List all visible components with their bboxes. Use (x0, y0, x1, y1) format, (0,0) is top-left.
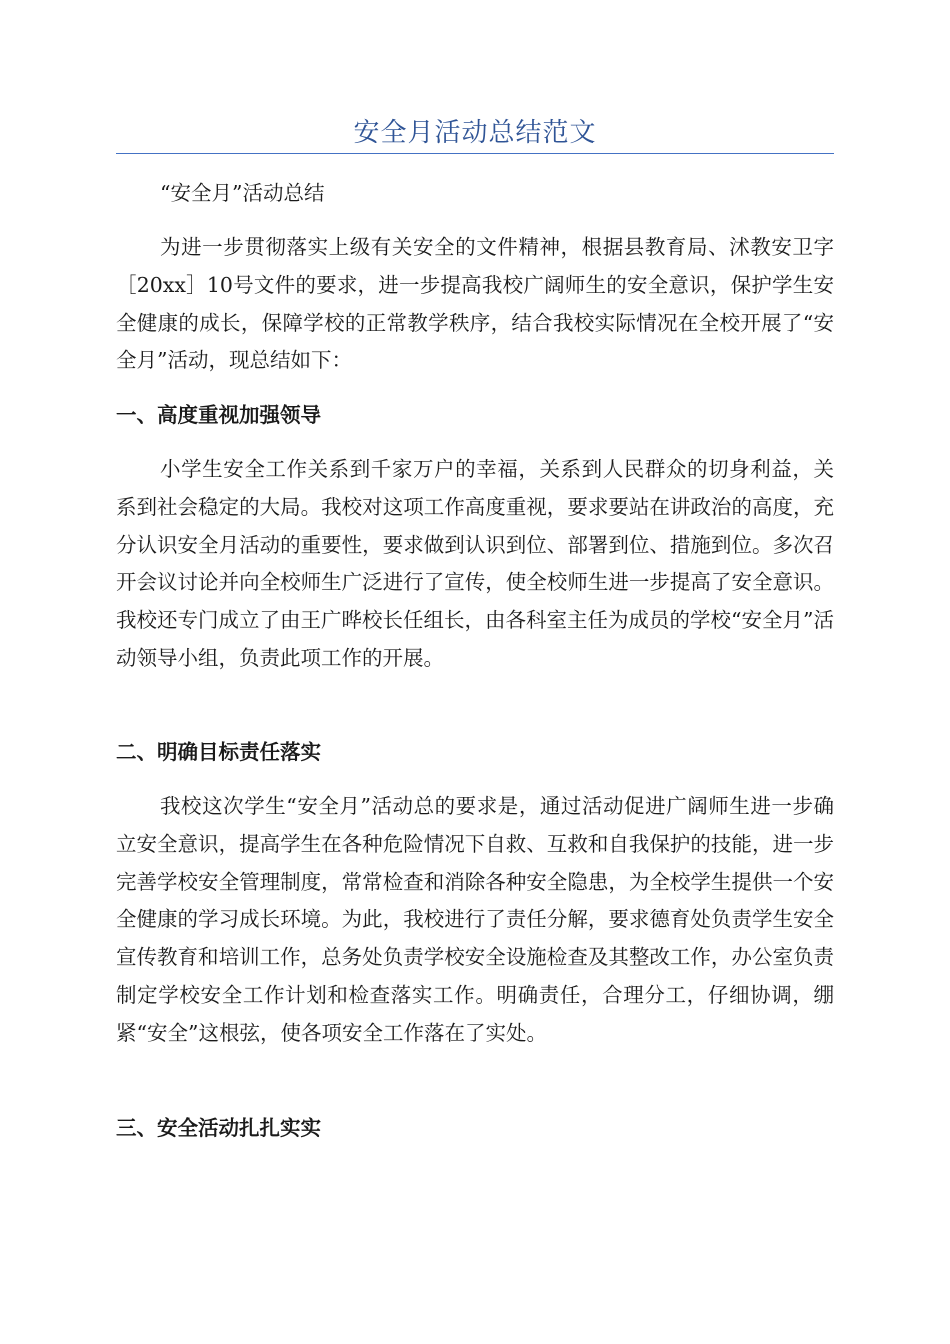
section-2-heading: 二、明确目标责任落实 (116, 740, 321, 764)
section-1-heading: 一、高度重视加强领导 (116, 403, 321, 427)
intro-paragraph: 为进一步贯彻落实上级有关安全的文件精神，根据县教育局、沭教安卫字［20xx］10号文件的要求，进一步提高我校广阔师生的安全意识，保护学生安全健康的成长，保障学校的正常教学秩序，结合我校实际情况在全校开展了“安全月”活动，现总结如下： (116, 235, 834, 373)
section-1-body: 小学生安全工作关系到千家万户的幸福，关系到人民群众的切身利益，关系到社会稳定的大局。我校对这项工作高度重视，要求要站在讲政治的高度，充分认识安全月活动的重要性，要求做到认识到位、部署到位、措施到位。多次召开会议讨论并向全校师生广泛进行了宣传，使全校师生进一步提高了安全意识。我校还专门成立了由王广晔校长任组长，由各科室主任为成员的学校“安全月”活动领导小组，负责此项工作的开展。 (116, 457, 834, 670)
section-2-body: 我校这次学生“安全月”活动总的要求是，通过活动促进广阔师生进一步确立安全意识，提高学生在各种危险情况下自救、互救和自我保护的技能，进一步完善学校安全管理制度，常常检查和消除各种安全隐患，为全校学生提供一个安全健康的学习成长环境。为此，我校进行了责任分解，要求德育处负责学生安全宣传教育和培训工作，总务处负责学校安全设施检查及其整改工作，办公室负责制定学校安全工作计划和检查落实工作。明确责任，合理分工，仔细协调，绷紧“安全”这根弦，使各项安全工作落在了实处。 (116, 794, 834, 1045)
section-3-heading: 三、安全活动扎扎实实 (116, 1116, 321, 1140)
document-subtitle: “安全月”活动总结 (160, 181, 325, 205)
document-title: 安全月活动总结范文 (353, 118, 597, 148)
title-underline (116, 153, 834, 154)
